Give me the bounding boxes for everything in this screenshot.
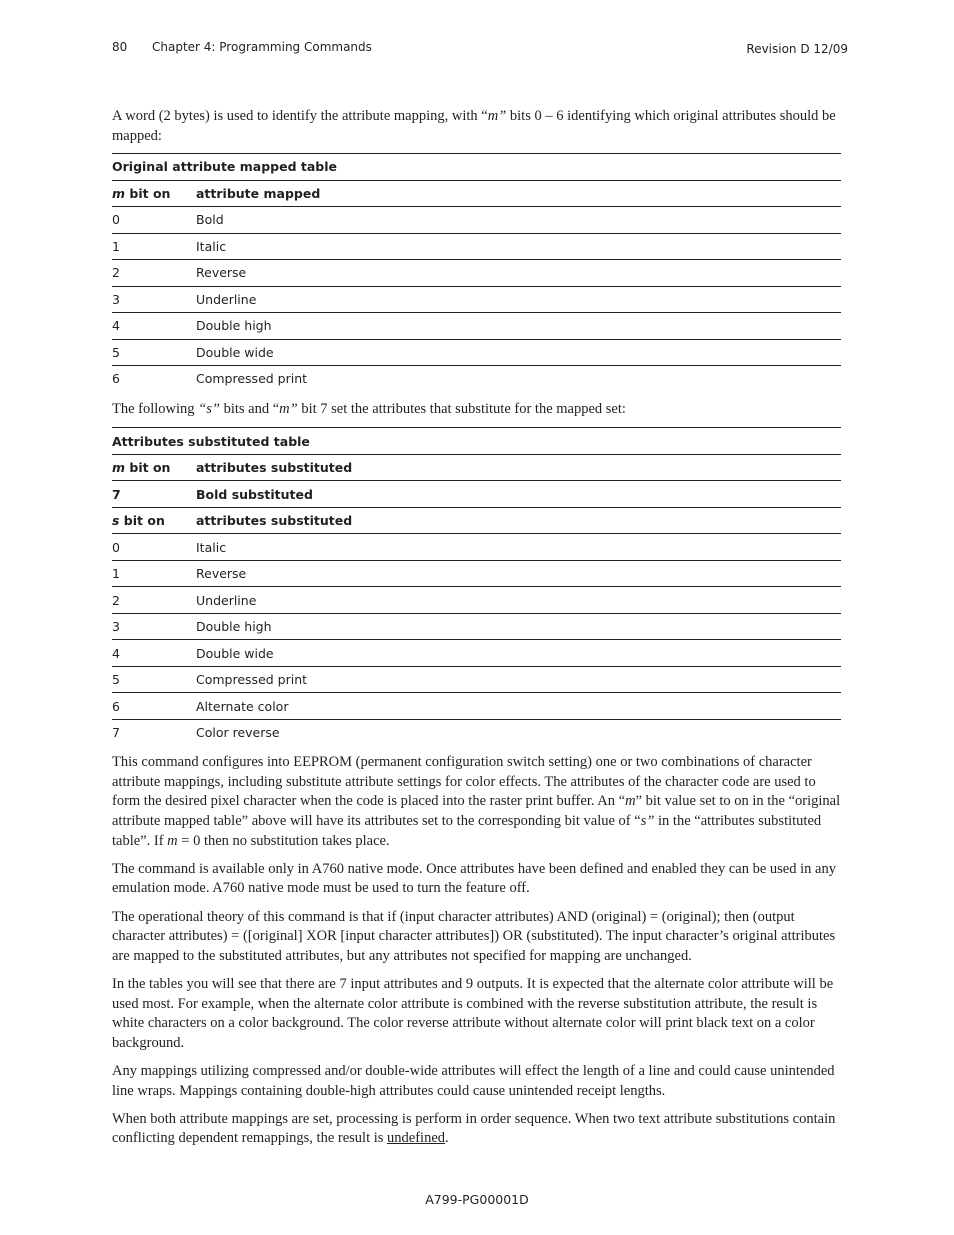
bit-value: 4 (112, 313, 196, 340)
table-title: Attributes substituted table (112, 428, 841, 455)
attribute-value: Underline (196, 587, 841, 614)
column-header-bit: m bit on (112, 180, 196, 207)
attributes-substituted-table (112, 427, 841, 745)
bit-value: 7 (112, 481, 196, 508)
attribute-value: Alternate color (196, 693, 841, 720)
bit-value: 3 (112, 613, 196, 640)
table-row (112, 233, 841, 260)
table-row (112, 534, 841, 561)
original-attribute-mapped-table (112, 153, 841, 392)
native-mode-paragraph: The command is available only in A760 native mode. Once attributes have been defined and enabled they can be used in any emulation mode. A760 native mode must be used to turn the feature off. (112, 860, 836, 897)
table-row-m7 (112, 481, 841, 508)
column-header-attribute: attribute mapped (196, 180, 841, 207)
attribute-value: Double wide (196, 339, 841, 366)
intro-paragraph: A word (2 bytes) is used to identify the attribute mapping, with “m” bits 0 – 6 identifying which original attributes should be mapped: (112, 108, 836, 144)
bit-value: 7 (112, 725, 120, 741)
chapter-title: Chapter 4: Programming Commands (152, 40, 372, 54)
attribute-value: Reverse (196, 560, 841, 587)
column-header-attribute: attributes substituted (196, 507, 841, 534)
column-header-bit: s bit on (112, 507, 196, 534)
body-paragraphs (112, 753, 841, 1149)
attribute-value: Double wide (196, 640, 841, 667)
mappings-paragraph: Any mappings utilizing compressed and/or double-wide attributes will effect the length of a line and could cause unintended line wraps. Mappings containing double-high attributes could cause unintended receipt lengths. (112, 1062, 835, 1099)
bit-value: 6 (112, 371, 120, 387)
bit-value: 1 (112, 560, 196, 587)
undefined-term: undefined (387, 1130, 446, 1147)
attribute-value: Color reverse (196, 725, 280, 741)
bit-value: 6 (112, 693, 196, 720)
both-mappings-paragraph: When both attribute mappings are set, processing is perform in order sequence. When two text attribute substitutions contain conflicting dependent remappings, the result is undefined. (112, 1110, 836, 1147)
bit-value: 5 (112, 666, 196, 693)
column-header-bit: m bit on (112, 454, 196, 481)
table-row (112, 640, 841, 667)
table-row (112, 366, 841, 392)
bit-value: 0 (112, 534, 196, 561)
attribute-value: Bold (196, 207, 841, 234)
tables-paragraph: In the tables you will see that there are 7 input attributes and 9 outputs. It is expected that the alternate color attribute will be used most. For example, when the alternate color attribute is combined with the reverse substitution attribute, the result is white characters on a color background. The color reverse attribute without alternate color will print black text on a color background. (112, 976, 834, 1051)
attribute-value: Double high (196, 613, 841, 640)
following-paragraph: The following “s” bits and “m” bit 7 set the attributes that substitute for the mapped set: (112, 400, 626, 417)
table-row (112, 286, 841, 313)
table-row (112, 693, 841, 720)
table-row (112, 666, 841, 693)
attribute-value: Compressed print (196, 666, 841, 693)
config-paragraph: This command configures into EEPROM (permanent configuration switch setting) one or two combinations of character attribute mappings, including substitute attribute settings for color effects. The attributes of the character code are used to form the desired pixel character when the code is placed into the raster print buffer. An “m” bit value set to on in the “original attribute mapped table” above will have its attributes set to the corresponding bit value of “s” in the “attributes substituted table”. If m = 0 then no substitution takes place. (112, 754, 841, 849)
table-title: Original attribute mapped table (112, 154, 841, 181)
attribute-value: Italic (196, 233, 841, 260)
bit-value: 2 (112, 260, 196, 287)
attribute-value: Bold substituted (196, 481, 841, 508)
table-title-row (112, 154, 841, 181)
table-row (112, 587, 841, 614)
bit-value: 1 (112, 233, 196, 260)
page-content (112, 107, 841, 1158)
attribute-value: Underline (196, 286, 841, 313)
table-row (112, 613, 841, 640)
table-row (112, 339, 841, 366)
attribute-value: Compressed print (196, 371, 308, 387)
bit-value: 4 (112, 640, 196, 667)
column-header-attribute: attributes substituted (196, 454, 841, 481)
document-number: A799-PG00001D (425, 1192, 529, 1207)
bit-value: 0 (112, 207, 196, 234)
table-header-row (112, 507, 841, 534)
attribute-value: Reverse (196, 260, 841, 287)
table-header-row (112, 180, 841, 207)
table-row (112, 260, 841, 287)
attribute-value: Double high (196, 313, 841, 340)
table-row (112, 313, 841, 340)
table-title-row (112, 428, 841, 455)
page-number: 80 (112, 40, 128, 54)
table-row (112, 719, 841, 745)
bit-value: 2 (112, 587, 196, 614)
bit-value: 3 (112, 286, 196, 313)
theory-paragraph: The operational theory of this command is that if (input character attributes) AND (original) = (original); then (output character attributes) = ([original] XOR [input character attributes]) OR (substituted). The input character’s original attributes are mapped to the substituted attributes, but any attributes not specified for mapping are unchanged. (112, 908, 836, 964)
attribute-value: Italic (196, 534, 841, 561)
table-row (112, 560, 841, 587)
table-header-row (112, 454, 841, 481)
bit-value: 5 (112, 339, 196, 366)
revision-label: Revision D 12/09 (746, 42, 848, 56)
table-row (112, 207, 841, 234)
